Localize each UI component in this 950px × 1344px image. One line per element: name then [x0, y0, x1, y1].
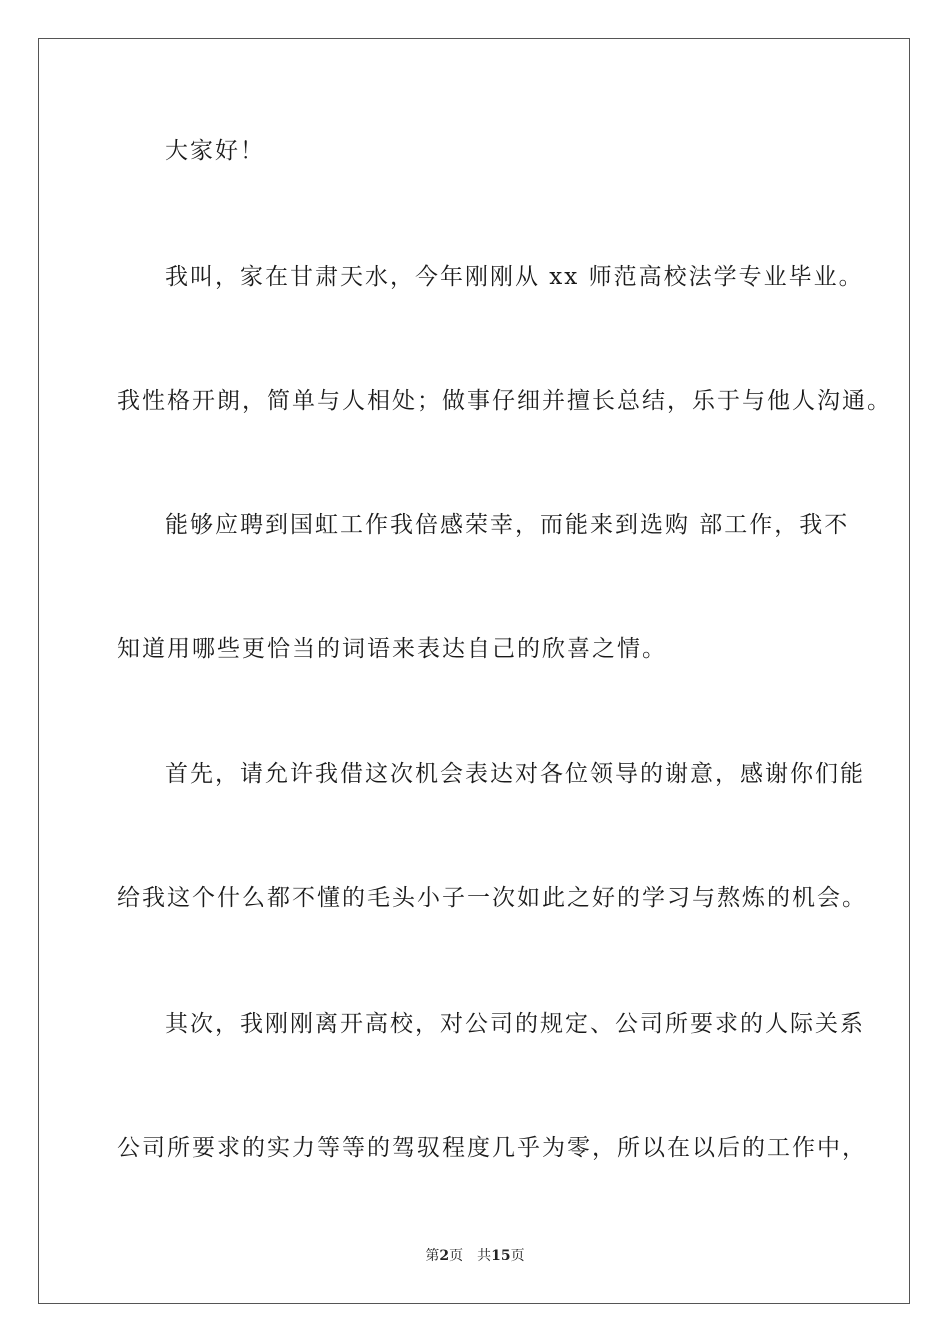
total-prefix: 共 — [477, 1248, 492, 1264]
greeting-line: 大家好！ — [165, 138, 265, 164]
total-pages: 15 — [491, 1248, 511, 1264]
page-footer — [0, 1247, 950, 1265]
paragraph-line: 能够应聘到国虹工作我倍感荣幸，而能来到选购 部工作，我不 — [165, 512, 850, 538]
page-border — [38, 38, 910, 1304]
page-number: 2 — [439, 1248, 450, 1264]
total-suffix: 页 — [510, 1248, 525, 1264]
paragraph-line: 其次，我刚刚离开高校，对公司的规定、公司所要求的人际关系 — [165, 1011, 865, 1037]
paragraph-line: 给我这个什么都不懂的毛头小子一次如此之好的学习与熬炼的机会。 — [117, 885, 867, 911]
paragraph-line: 公司所要求的实力等等的驾驭程度几乎为零，所以在以后的工作中， — [117, 1135, 867, 1161]
page-suffix: 页 — [449, 1248, 464, 1264]
paragraph-line: 我性格开朗，简单与人相处；做事仔细并擅长总结，乐于与他人沟通。 — [117, 388, 892, 414]
paragraph-line: 知道用哪些更恰当的词语来表达自己的欣喜之情。 — [117, 636, 667, 662]
paragraph-line: 首先，请允许我借这次机会表达对各位领导的谢意，感谢你们能 — [165, 761, 865, 787]
page-prefix: 第 — [425, 1248, 440, 1264]
paragraph-line: 我叫，家在甘肃天水，今年刚刚从 xx 师范高校法学专业毕业。 — [165, 264, 864, 290]
